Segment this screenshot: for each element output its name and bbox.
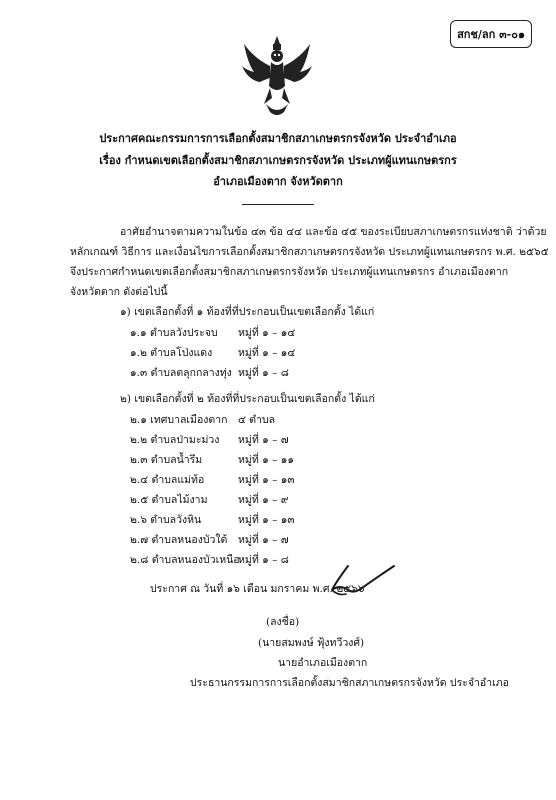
item-value: หมู่ที่ ๑ – ๑๓ <box>238 474 295 486</box>
announce-date: ประกาศ ณ วันที่ ๑๖ เดือน มกราคม พ.ศ. ๒๕๖๖ <box>150 583 365 595</box>
header-line-3: อำเภอเมืองตาก จังหวัดตาก <box>213 175 343 188</box>
item-name: ๑.๒ ตำบลโป่งแดง <box>130 347 213 359</box>
body-line-3: จึงประกาศกำหนดเขตเลือกตั้งสมาชิกสภาเกษตรกรจังหวัด ประเภทผู้แทนเกษตรกร อำเภอเมืองตาก <box>70 266 509 278</box>
signer-position: นายอำเภอเมืองตาก <box>278 657 368 669</box>
signer-role: ประธานกรรมการการเลือกตั้งสมาชิกสภาเกษตรกรจังหวัด ประจำอำเภอ <box>190 677 509 689</box>
body-line-4: จังหวัดตาก ดังต่อไปนี้ <box>70 286 168 298</box>
item-value: หมู่ที่ ๑ – ๗ <box>238 434 289 446</box>
body-line-1: อาศัยอำนาจตามความในข้อ ๔๓ ข้อ ๔๔ และข้อ ๔๕ ของระเบียบสภาเกษตรกรแห่งชาติ ว่าด้วย <box>120 226 547 238</box>
header-divider <box>242 204 314 205</box>
signature-mark <box>318 560 398 604</box>
item-name: ๒.๒ ตำบลป่ามะม่วง <box>130 434 220 446</box>
item-value: หมู่ที่ ๑ – ๑๓ <box>238 514 295 526</box>
item-value: ๔ ตำบล <box>238 414 276 426</box>
item-name: ๒.๖ ตำบลวังหิน <box>130 514 202 526</box>
header-line-2: เรื่อง กำหนดเขตเลือกตั้งสมาชิกสภาเกษตรกรจังหวัด ประเภทผู้แทนเกษตรกร <box>99 154 457 167</box>
item-value: หมู่ที่ ๑ – ๘ <box>238 367 289 379</box>
document-code: สกช/ลก ๓-๐๑ <box>457 28 525 41</box>
item-value: หมู่ที่ ๑ – ๑๔ <box>238 327 296 339</box>
garuda-emblem-icon <box>240 34 314 118</box>
item-value: หมู่ที่ ๑ – ๑๑ <box>238 454 295 466</box>
item-name: ๒.๑ เทศบาลเมืองตาก <box>130 414 228 426</box>
item-name: ๒.๘ ตำบลหนองบัวเหนือ <box>130 554 240 566</box>
item-value: หมู่ที่ ๑ – ๙ <box>238 494 289 506</box>
signer-name: (นายสมพงษ์ ฟุ้งทวีวงศ์) <box>258 637 365 649</box>
document-code-box <box>450 20 532 48</box>
body-line-2: หลักเกณฑ์ วิธีการ และเงื่อนไขการเลือกตั้งสมาชิกสภาเกษตรกรจังหวัด ประเภทผู้แทนเกษตรกร พ.ศ. ๒๕๖๕ <box>70 246 549 258</box>
section-1-title: ๑) เขตเลือกตั้งที่ ๑ ท้องที่ที่ประกอบเป็นเขตเลือกตั้ง ได้แก่ <box>120 306 375 318</box>
item-value: หมู่ที่ ๑ – ๗ <box>238 534 289 546</box>
sign-label: (ลงชื่อ) <box>266 616 300 628</box>
item-value: หมู่ที่ ๑ – ๘ <box>238 554 289 566</box>
header-line-1: ประกาศคณะกรรมการการเลือกตั้งสมาชิกสภาเกษตรกรจังหวัด ประจำอำเภอ <box>99 132 457 145</box>
section-2-title: ๒) เขตเลือกตั้งที่ ๒ ท้องที่ที่ประกอบเป็นเขตเลือกตั้ง ได้แก่ <box>120 393 375 405</box>
item-name: ๒.๗ ตำบลหนองบัวใต้ <box>130 534 228 546</box>
item-name: ๑.๓ ตำบลตลุกกลางทุ่ง <box>130 367 232 379</box>
item-name: ๒.๔ ตำบลแม่ท้อ <box>130 474 205 486</box>
item-value: หมู่ที่ ๑ – ๑๔ <box>238 347 296 359</box>
item-name: ๒.๓ ตำบลน้ำรึม <box>130 454 203 466</box>
item-name: ๒.๕ ตำบลไม้งาม <box>130 494 208 506</box>
item-name: ๑.๑ ตำบลวังประจบ <box>130 327 218 339</box>
